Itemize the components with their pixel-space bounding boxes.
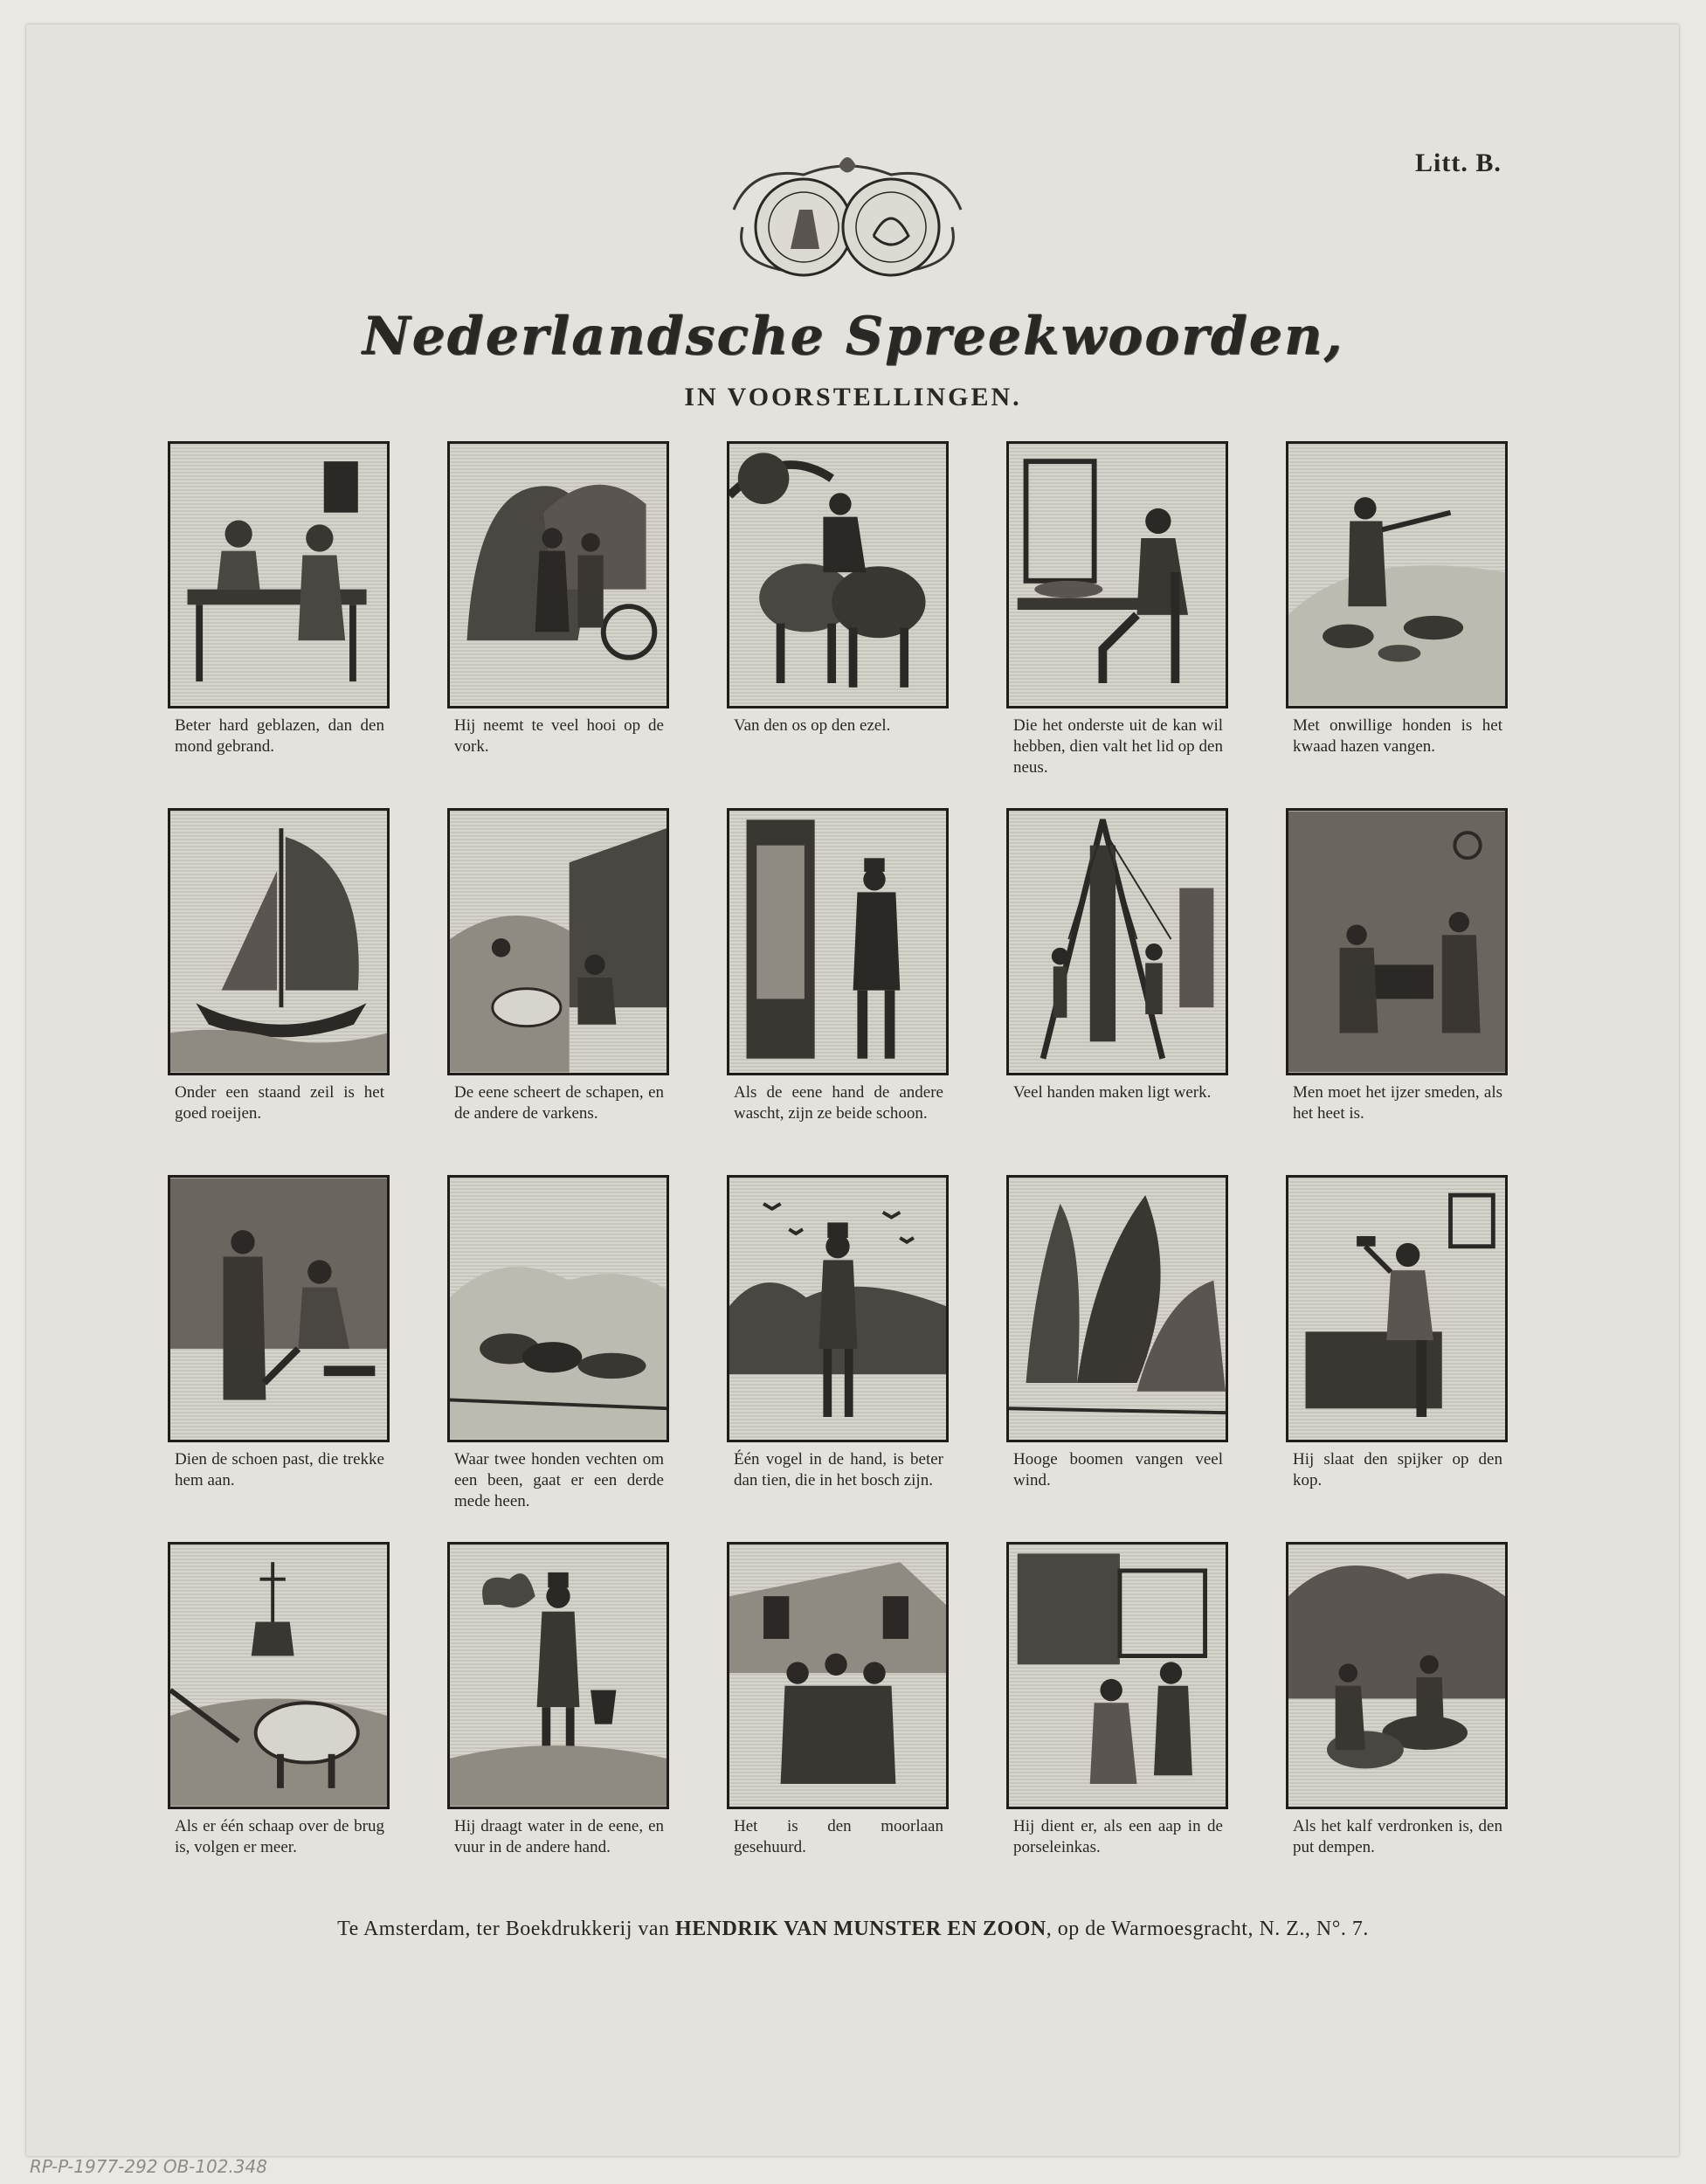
proverb-caption: De eene scheert de schapen, en de andere de varkens. (454, 1083, 664, 1123)
proverb-cell (447, 1542, 671, 1909)
proverb-caption: Hij draagt water in de eene, en vuur in de andere hand. (454, 1817, 664, 1856)
proverb-caption: Van den os op den ezel. (734, 716, 891, 735)
sailboat-icon (168, 808, 390, 1075)
proverb-cell (1286, 1175, 1509, 1542)
proverb-caption: Die het onderste uit de kan wil hebben, dien valt het lid op den neus. (1013, 716, 1223, 777)
proverb-cell (1286, 808, 1509, 1175)
proverb-grid (168, 441, 1513, 1909)
water-pump-icon (727, 808, 949, 1075)
proverb-caption: Beter hard geblazen, dan den mond gebrand. (175, 716, 384, 756)
proverb-cell (727, 1542, 950, 1909)
sheep-on-bridge-icon (168, 1542, 390, 1809)
proverb-caption: Waar twee honden vechten om een been, gaat er een derde mede heen. (454, 1450, 664, 1510)
proverb-caption: Als er één schaap over de brug is, volgen er meer. (175, 1817, 384, 1856)
proverb-caption: Onder een staand zeil is het goed roeijen. (175, 1083, 384, 1123)
proverb-cell (727, 1175, 950, 1542)
proverb-cell (1006, 808, 1230, 1175)
proverb-caption: Één vogel in de hand, is beter dan tien, die in het bosch zijn. (734, 1450, 943, 1489)
haystack-cart-icon (447, 441, 669, 708)
proverb-cell (1006, 1175, 1230, 1542)
proverb-cell (447, 808, 671, 1175)
proverb-cell (727, 808, 950, 1175)
shoemaker-icon (168, 1175, 390, 1442)
proverb-cell (1286, 441, 1509, 808)
proverb-caption: Men moet het ijzer smeden, als het heet is. (1293, 1083, 1502, 1123)
imprint-place: Te Amsterdam, ter Boekdrukkerij van (337, 1918, 676, 1940)
hunter-with-dogs-icon (1286, 441, 1508, 708)
man-with-bird-icon (727, 1175, 949, 1442)
page-title: Nederlandsche Spreekwoorden, (362, 306, 1344, 367)
well-and-calf-icon (1286, 1542, 1508, 1809)
shop-window-icon (1006, 1542, 1228, 1809)
three-men-icon (727, 1542, 949, 1809)
ox-and-donkey-icon (727, 441, 949, 708)
proverb-caption: Hooge boomen vangen veel wind. (1013, 1450, 1223, 1489)
proverb-caption: Hij neemt te veel hooi op de vork. (454, 716, 664, 756)
imprint (0, 1918, 1706, 1941)
man-with-bucket-icon (447, 1542, 669, 1809)
proverb-cell (168, 808, 391, 1175)
imprint-printer: HENDRIK VAN MUNSTER EN ZOON (675, 1918, 1046, 1940)
proverb-cell (1006, 441, 1230, 808)
proverb-cell (1006, 1542, 1230, 1909)
two-men-at-table-icon (168, 441, 390, 708)
drinking-man-icon (1006, 441, 1228, 708)
proverb-cell (447, 441, 671, 808)
proverb-caption: Hij slaat den spijker op den kop. (1293, 1450, 1502, 1489)
proverb-cell (168, 1175, 391, 1542)
proverb-caption: Hij dient er, als een aap in de porseleinkas. (1013, 1817, 1223, 1856)
inventory-mark: RP-P-1977-292 OB-102.348 (30, 2156, 267, 2177)
carpenter-hammer-icon (1286, 1175, 1508, 1442)
proverb-caption: Dien de schoen past, die trekke hem aan. (175, 1450, 384, 1489)
page-subtitle: IN VOORSTELLINGEN. (684, 383, 1022, 411)
proverb-cell (727, 441, 950, 808)
proverb-cell (447, 1175, 671, 1542)
fighting-dogs-icon (447, 1175, 669, 1442)
proverb-cell (168, 1542, 391, 1909)
smithy-icon (1286, 808, 1508, 1075)
pile-driver-icon (1006, 808, 1228, 1075)
proverb-caption: Als het kalf verdronken is, den put dempen. (1293, 1817, 1502, 1856)
proverb-caption: Het is den moorlaan gesehuurd. (734, 1817, 943, 1856)
windy-trees-icon (1006, 1175, 1228, 1442)
proverb-cell (1286, 1542, 1509, 1909)
litt-label: Litt. B. (1415, 149, 1502, 177)
proverb-cell (168, 441, 391, 808)
shearing-icon (447, 808, 669, 1075)
imprint-address: , op de Warmoesgracht, N. Z., N°. 7. (1046, 1918, 1369, 1940)
proverb-caption: Met onwillige honden is het kwaad hazen vangen. (1293, 716, 1502, 756)
society-emblem-icon (716, 149, 978, 288)
proverb-caption: Als de eene hand de andere wascht, zijn ze beide schoon. (734, 1083, 943, 1123)
proverb-caption: Veel handen maken ligt werk. (1013, 1083, 1212, 1102)
